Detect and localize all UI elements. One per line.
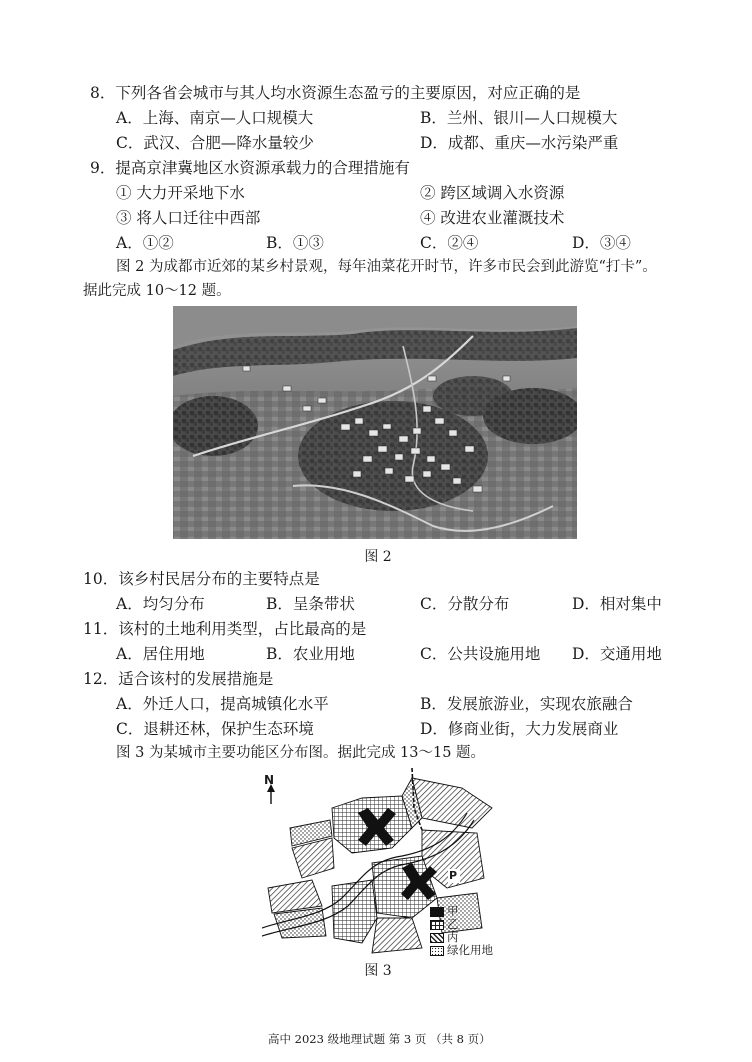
fig2-caption: 图 2 bbox=[364, 549, 392, 565]
q8-option-b: B．兰州、银川—人口规模大 bbox=[420, 109, 618, 127]
legend-jia: 甲 bbox=[430, 905, 459, 918]
q12-option-a: A．外迁人口，提高城镇化水平 bbox=[116, 695, 329, 713]
q11-option-d: D．交通用地 bbox=[572, 645, 662, 663]
q9-statement-4: ④ 改进农业灌溉技术 bbox=[420, 209, 565, 227]
q11-option-a: A．居住用地 bbox=[116, 645, 205, 663]
fig3-intro: 图 3 为某城市主要功能区分布图。据此完成 13～15 题。 bbox=[116, 745, 486, 761]
q9-option-a: A．①② bbox=[116, 234, 174, 252]
q10-option-c: C．分散分布 bbox=[420, 595, 510, 613]
q11-option-b: B．农业用地 bbox=[266, 645, 355, 663]
zone-map-drawing bbox=[262, 768, 512, 956]
p-point-label: P bbox=[449, 869, 458, 882]
q12-option-d: D．修商业街，大力发展商业 bbox=[420, 720, 619, 738]
fig2-intro-line1: 图 2 为成都市近郊的某乡村景观，每年油菜花开时节，许多市民会到此游览“打卡”。 bbox=[116, 259, 657, 275]
legend-yi: 乙 bbox=[430, 918, 459, 931]
q9-option-b: B．①③ bbox=[266, 234, 324, 252]
q9-option-d: D．③④ bbox=[572, 234, 631, 252]
q10-option-d: D．相对集中 bbox=[572, 595, 662, 613]
north-label: N bbox=[264, 773, 275, 787]
legend-bing: 丙 bbox=[430, 931, 459, 944]
fig3-caption: 图 3 bbox=[364, 963, 392, 979]
q9-statement-1: ① 大力开采地下水 bbox=[116, 184, 245, 202]
q10-option-a: A．均匀分布 bbox=[116, 595, 205, 613]
q11-stem: 11．该村的土地利用类型，占比最高的是 bbox=[83, 620, 367, 638]
legend-green-land: 绿化用地 bbox=[430, 944, 493, 957]
q8-stem: 8．下列各省会城市与其人均水资源生态盈亏的主要原因，对应正确的是 bbox=[90, 84, 581, 102]
q9-statement-2: ② 跨区域调入水资源 bbox=[420, 184, 565, 202]
fig2-intro-line2: 据此完成 10～12 题。 bbox=[83, 283, 231, 299]
q8-option-a: A．上海、南京—人口规模大 bbox=[116, 109, 314, 127]
legend-yi-swatch bbox=[430, 920, 444, 930]
q8-option-c: C．武汉、合肥—降水量较少 bbox=[116, 134, 314, 152]
q9-option-c: C．②④ bbox=[420, 234, 479, 252]
city-functional-zone-map bbox=[262, 768, 512, 956]
legend-jia-swatch bbox=[430, 907, 444, 917]
village-aerial-photo bbox=[173, 306, 577, 539]
q9-stem: 9．提高京津冀地区水资源承载力的合理措施有 bbox=[90, 159, 410, 177]
legend-bing-swatch bbox=[430, 933, 444, 943]
village-photo-illustration bbox=[173, 306, 577, 539]
q10-option-b: B．呈条带状 bbox=[266, 595, 355, 613]
q12-stem: 12．适合该村的发展措施是 bbox=[83, 670, 274, 688]
q9-statement-3: ③ 将人口迁往中西部 bbox=[116, 209, 261, 227]
q12-option-c: C．退耕还林，保护生态环境 bbox=[116, 720, 314, 738]
page-footer: 高中 2023 级地理试题 第 3 页 （共 8 页） bbox=[268, 1032, 491, 1046]
legend-green-swatch bbox=[430, 946, 444, 956]
q8-option-d: D．成都、重庆—水污染严重 bbox=[420, 134, 619, 152]
q11-option-c: C．公共设施用地 bbox=[420, 645, 541, 663]
q10-stem: 10．该乡村民居分布的主要特点是 bbox=[83, 570, 320, 588]
q12-option-b: B．发展旅游业，实现农旅融合 bbox=[420, 695, 633, 713]
